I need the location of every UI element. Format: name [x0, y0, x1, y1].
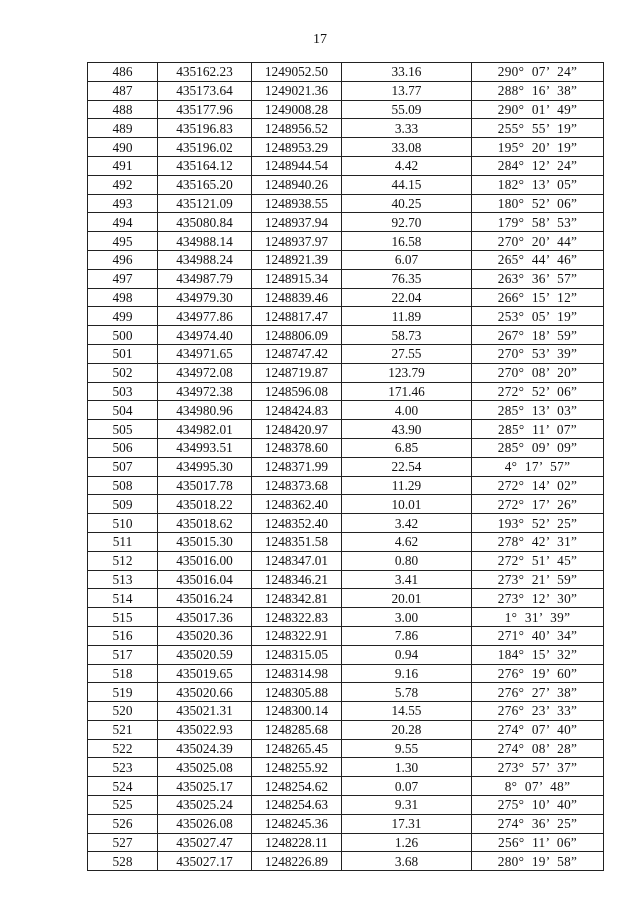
x-coordinate-cell: 435026.08 [158, 814, 252, 833]
distance-cell: 5.78 [342, 683, 472, 702]
x-coordinate-cell: 435196.83 [158, 119, 252, 138]
bearing-cell: 253° 05’ 19” [472, 307, 604, 326]
point-number-cell: 495 [88, 232, 158, 251]
point-number-cell: 504 [88, 401, 158, 420]
distance-cell: 14.55 [342, 702, 472, 721]
distance-cell: 22.54 [342, 457, 472, 476]
x-coordinate-cell: 435080.84 [158, 213, 252, 232]
bearing-cell: 193° 52’ 25” [472, 514, 604, 533]
point-number-cell: 520 [88, 702, 158, 721]
distance-cell: 3.00 [342, 608, 472, 627]
bearing-cell: 4° 17’ 57” [472, 457, 604, 476]
distance-cell: 76.35 [342, 269, 472, 288]
x-coordinate-cell: 434971.65 [158, 344, 252, 363]
point-number-cell: 487 [88, 81, 158, 100]
point-number-cell: 523 [88, 758, 158, 777]
y-coordinate-cell: 1248937.97 [252, 232, 342, 251]
bearing-cell: 273° 21’ 59” [472, 570, 604, 589]
table-row [88, 758, 604, 777]
point-number-cell: 488 [88, 100, 158, 119]
y-coordinate-cell: 1248940.26 [252, 175, 342, 194]
distance-cell: 1.30 [342, 758, 472, 777]
table-row [88, 551, 604, 570]
x-coordinate-cell: 435027.47 [158, 833, 252, 852]
bearing-cell: 278° 42’ 31” [472, 532, 604, 551]
distance-cell: 11.89 [342, 307, 472, 326]
point-number-cell: 500 [88, 326, 158, 345]
x-coordinate-cell: 434979.30 [158, 288, 252, 307]
table-row [88, 156, 604, 175]
x-coordinate-cell: 435162.23 [158, 63, 252, 82]
distance-cell: 3.41 [342, 570, 472, 589]
y-coordinate-cell: 1248596.08 [252, 382, 342, 401]
point-number-cell: 498 [88, 288, 158, 307]
bearing-cell: 276° 19’ 60” [472, 664, 604, 683]
distance-cell: 7.86 [342, 626, 472, 645]
y-coordinate-cell: 1248314.98 [252, 664, 342, 683]
x-coordinate-cell: 435024.39 [158, 739, 252, 758]
table-row [88, 777, 604, 796]
distance-cell: 9.16 [342, 664, 472, 683]
bearing-cell: 267° 18’ 59” [472, 326, 604, 345]
table-row [88, 250, 604, 269]
x-coordinate-cell: 434987.79 [158, 269, 252, 288]
x-coordinate-cell: 434972.08 [158, 363, 252, 382]
table-row [88, 307, 604, 326]
y-coordinate-cell: 1248255.92 [252, 758, 342, 777]
x-coordinate-cell: 435018.62 [158, 514, 252, 533]
bearing-cell: 270° 53’ 39” [472, 344, 604, 363]
x-coordinate-cell: 435025.24 [158, 796, 252, 815]
point-number-cell: 499 [88, 307, 158, 326]
distance-cell: 4.00 [342, 401, 472, 420]
table-row [88, 344, 604, 363]
point-number-cell: 515 [88, 608, 158, 627]
point-number-cell: 503 [88, 382, 158, 401]
bearing-cell: 179° 58’ 53” [472, 213, 604, 232]
point-number-cell: 527 [88, 833, 158, 852]
point-number-cell: 505 [88, 420, 158, 439]
bearing-cell: 290° 01’ 49” [472, 100, 604, 119]
distance-cell: 27.55 [342, 344, 472, 363]
distance-cell: 3.42 [342, 514, 472, 533]
x-coordinate-cell: 435020.66 [158, 683, 252, 702]
y-coordinate-cell: 1248944.54 [252, 156, 342, 175]
table-row [88, 194, 604, 213]
bearing-cell: 1° 31’ 39” [472, 608, 604, 627]
bearing-cell: 265° 44’ 46” [472, 250, 604, 269]
y-coordinate-cell: 1249008.28 [252, 100, 342, 119]
table-row [88, 495, 604, 514]
distance-cell: 6.85 [342, 438, 472, 457]
x-coordinate-cell: 434988.24 [158, 250, 252, 269]
x-coordinate-cell: 435022.93 [158, 720, 252, 739]
distance-cell: 40.25 [342, 194, 472, 213]
x-coordinate-cell: 435165.20 [158, 175, 252, 194]
table-row [88, 796, 604, 815]
y-coordinate-cell: 1248420.97 [252, 420, 342, 439]
x-coordinate-cell: 435018.22 [158, 495, 252, 514]
y-coordinate-cell: 1248719.87 [252, 363, 342, 382]
distance-cell: 4.62 [342, 532, 472, 551]
distance-cell: 10.01 [342, 495, 472, 514]
y-coordinate-cell: 1248371.99 [252, 457, 342, 476]
table-row [88, 814, 604, 833]
table-body [88, 63, 604, 871]
table-row [88, 645, 604, 664]
table-row [88, 81, 604, 100]
distance-cell: 1.26 [342, 833, 472, 852]
y-coordinate-cell: 1249021.36 [252, 81, 342, 100]
y-coordinate-cell: 1248245.36 [252, 814, 342, 833]
table-row [88, 401, 604, 420]
point-number-cell: 510 [88, 514, 158, 533]
x-coordinate-cell: 434972.38 [158, 382, 252, 401]
bearing-cell: 184° 15’ 32” [472, 645, 604, 664]
distance-cell: 58.73 [342, 326, 472, 345]
bearing-cell: 263° 36’ 57” [472, 269, 604, 288]
y-coordinate-cell: 1248747.42 [252, 344, 342, 363]
bearing-cell: 285° 13’ 03” [472, 401, 604, 420]
y-coordinate-cell: 1248305.88 [252, 683, 342, 702]
bearing-cell: 284° 12’ 24” [472, 156, 604, 175]
x-coordinate-cell: 435021.31 [158, 702, 252, 721]
point-number-cell: 492 [88, 175, 158, 194]
x-coordinate-cell: 435173.64 [158, 81, 252, 100]
point-number-cell: 507 [88, 457, 158, 476]
point-number-cell: 490 [88, 138, 158, 157]
point-number-cell: 516 [88, 626, 158, 645]
x-coordinate-cell: 435020.59 [158, 645, 252, 664]
point-number-cell: 502 [88, 363, 158, 382]
table-row [88, 720, 604, 739]
y-coordinate-cell: 1248315.05 [252, 645, 342, 664]
distance-cell: 33.16 [342, 63, 472, 82]
table-row [88, 269, 604, 288]
distance-cell: 0.80 [342, 551, 472, 570]
table-row [88, 570, 604, 589]
point-number-cell: 528 [88, 852, 158, 871]
point-number-cell: 496 [88, 250, 158, 269]
distance-cell: 3.33 [342, 119, 472, 138]
bearing-cell: 272° 14’ 02” [472, 476, 604, 495]
bearing-cell: 256° 11’ 06” [472, 833, 604, 852]
point-number-cell: 508 [88, 476, 158, 495]
bearing-cell: 276° 27’ 38” [472, 683, 604, 702]
bearing-cell: 266° 15’ 12” [472, 288, 604, 307]
bearing-cell: 280° 19’ 58” [472, 852, 604, 871]
distance-cell: 13.77 [342, 81, 472, 100]
bearing-cell: 274° 07’ 40” [472, 720, 604, 739]
x-coordinate-cell: 435019.65 [158, 664, 252, 683]
point-number-cell: 509 [88, 495, 158, 514]
point-number-cell: 489 [88, 119, 158, 138]
bearing-cell: 272° 17’ 26” [472, 495, 604, 514]
bearing-cell: 255° 55’ 19” [472, 119, 604, 138]
table-row [88, 382, 604, 401]
y-coordinate-cell: 1248921.39 [252, 250, 342, 269]
y-coordinate-cell: 1248322.83 [252, 608, 342, 627]
point-number-cell: 511 [88, 532, 158, 551]
bearing-cell: 274° 08’ 28” [472, 739, 604, 758]
point-number-cell: 526 [88, 814, 158, 833]
bearing-cell: 273° 12’ 30” [472, 589, 604, 608]
y-coordinate-cell: 1248373.68 [252, 476, 342, 495]
x-coordinate-cell: 434974.40 [158, 326, 252, 345]
table-row [88, 438, 604, 457]
x-coordinate-cell: 434995.30 [158, 457, 252, 476]
y-coordinate-cell: 1248378.60 [252, 438, 342, 457]
table-row [88, 63, 604, 82]
bearing-cell: 195° 20’ 19” [472, 138, 604, 157]
table-row [88, 739, 604, 758]
table-row [88, 589, 604, 608]
table-row [88, 213, 604, 232]
table-row [88, 138, 604, 157]
y-coordinate-cell: 1248342.81 [252, 589, 342, 608]
y-coordinate-cell: 1248937.94 [252, 213, 342, 232]
y-coordinate-cell: 1248953.29 [252, 138, 342, 157]
coordinates-table [87, 62, 604, 871]
bearing-cell: 8° 07’ 48” [472, 777, 604, 796]
table-row [88, 852, 604, 871]
y-coordinate-cell: 1248254.63 [252, 796, 342, 815]
x-coordinate-cell: 434980.96 [158, 401, 252, 420]
point-number-cell: 491 [88, 156, 158, 175]
table-row [88, 514, 604, 533]
point-number-cell: 493 [88, 194, 158, 213]
distance-cell: 9.55 [342, 739, 472, 758]
table-row [88, 833, 604, 852]
y-coordinate-cell: 1248300.14 [252, 702, 342, 721]
y-coordinate-cell: 1248265.45 [252, 739, 342, 758]
table-row [88, 363, 604, 382]
distance-cell: 43.90 [342, 420, 472, 439]
x-coordinate-cell: 435016.24 [158, 589, 252, 608]
bearing-cell: 271° 40’ 34” [472, 626, 604, 645]
bearing-cell: 274° 36’ 25” [472, 814, 604, 833]
table-row [88, 326, 604, 345]
y-coordinate-cell: 1248424.83 [252, 401, 342, 420]
point-number-cell: 512 [88, 551, 158, 570]
table-row [88, 532, 604, 551]
y-coordinate-cell: 1248806.09 [252, 326, 342, 345]
y-coordinate-cell: 1248351.58 [252, 532, 342, 551]
bearing-cell: 273° 57’ 37” [472, 758, 604, 777]
point-number-cell: 513 [88, 570, 158, 589]
distance-cell: 9.31 [342, 796, 472, 815]
x-coordinate-cell: 435121.09 [158, 194, 252, 213]
point-number-cell: 517 [88, 645, 158, 664]
point-number-cell: 525 [88, 796, 158, 815]
bearing-cell: 270° 08’ 20” [472, 363, 604, 382]
x-coordinate-cell: 435020.36 [158, 626, 252, 645]
distance-cell: 0.94 [342, 645, 472, 664]
point-number-cell: 497 [88, 269, 158, 288]
bearing-cell: 288° 16’ 38” [472, 81, 604, 100]
bearing-cell: 270° 20’ 44” [472, 232, 604, 251]
distance-cell: 16.58 [342, 232, 472, 251]
distance-cell: 22.04 [342, 288, 472, 307]
point-number-cell: 522 [88, 739, 158, 758]
table-row [88, 702, 604, 721]
distance-cell: 11.29 [342, 476, 472, 495]
table-row [88, 100, 604, 119]
distance-cell: 0.07 [342, 777, 472, 796]
y-coordinate-cell: 1248915.34 [252, 269, 342, 288]
distance-cell: 44.15 [342, 175, 472, 194]
distance-cell: 4.42 [342, 156, 472, 175]
y-coordinate-cell: 1248285.68 [252, 720, 342, 739]
x-coordinate-cell: 435016.00 [158, 551, 252, 570]
y-coordinate-cell: 1248938.55 [252, 194, 342, 213]
x-coordinate-cell: 435025.17 [158, 777, 252, 796]
y-coordinate-cell: 1248254.62 [252, 777, 342, 796]
table-row [88, 119, 604, 138]
y-coordinate-cell: 1248839.46 [252, 288, 342, 307]
x-coordinate-cell: 435015.30 [158, 532, 252, 551]
table-row [88, 608, 604, 627]
x-coordinate-cell: 434993.51 [158, 438, 252, 457]
distance-cell: 20.28 [342, 720, 472, 739]
bearing-cell: 285° 09’ 09” [472, 438, 604, 457]
table-row [88, 664, 604, 683]
distance-cell: 6.07 [342, 250, 472, 269]
x-coordinate-cell: 435025.08 [158, 758, 252, 777]
distance-cell: 33.08 [342, 138, 472, 157]
bearing-cell: 272° 51’ 45” [472, 551, 604, 570]
point-number-cell: 519 [88, 683, 158, 702]
bearing-cell: 290° 07’ 24” [472, 63, 604, 82]
point-number-cell: 514 [88, 589, 158, 608]
x-coordinate-cell: 435196.02 [158, 138, 252, 157]
y-coordinate-cell: 1248352.40 [252, 514, 342, 533]
bearing-cell: 272° 52’ 06” [472, 382, 604, 401]
table-row [88, 420, 604, 439]
y-coordinate-cell: 1248956.52 [252, 119, 342, 138]
table-row [88, 457, 604, 476]
point-number-cell: 494 [88, 213, 158, 232]
x-coordinate-cell: 435027.17 [158, 852, 252, 871]
y-coordinate-cell: 1248226.89 [252, 852, 342, 871]
table-row [88, 288, 604, 307]
distance-cell: 55.09 [342, 100, 472, 119]
x-coordinate-cell: 435177.96 [158, 100, 252, 119]
distance-cell: 17.31 [342, 814, 472, 833]
y-coordinate-cell: 1249052.50 [252, 63, 342, 82]
x-coordinate-cell: 434988.14 [158, 232, 252, 251]
distance-cell: 123.79 [342, 363, 472, 382]
point-number-cell: 506 [88, 438, 158, 457]
point-number-cell: 524 [88, 777, 158, 796]
page-number: 17 [313, 32, 327, 47]
distance-cell: 92.70 [342, 213, 472, 232]
point-number-cell: 521 [88, 720, 158, 739]
point-number-cell: 501 [88, 344, 158, 363]
x-coordinate-cell: 435017.36 [158, 608, 252, 627]
y-coordinate-cell: 1248347.01 [252, 551, 342, 570]
bearing-cell: 180° 52’ 06” [472, 194, 604, 213]
y-coordinate-cell: 1248817.47 [252, 307, 342, 326]
y-coordinate-cell: 1248322.91 [252, 626, 342, 645]
x-coordinate-cell: 435016.04 [158, 570, 252, 589]
table-row [88, 683, 604, 702]
table-row [88, 626, 604, 645]
y-coordinate-cell: 1248346.21 [252, 570, 342, 589]
table-row [88, 175, 604, 194]
distance-cell: 20.01 [342, 589, 472, 608]
x-coordinate-cell: 434982.01 [158, 420, 252, 439]
bearing-cell: 182° 13’ 05” [472, 175, 604, 194]
table-row [88, 476, 604, 495]
y-coordinate-cell: 1248362.40 [252, 495, 342, 514]
x-coordinate-cell: 435017.78 [158, 476, 252, 495]
table-row [88, 232, 604, 251]
bearing-cell: 275° 10’ 40” [472, 796, 604, 815]
point-number-cell: 518 [88, 664, 158, 683]
bearing-cell: 276° 23’ 33” [472, 702, 604, 721]
distance-cell: 171.46 [342, 382, 472, 401]
x-coordinate-cell: 435164.12 [158, 156, 252, 175]
distance-cell: 3.68 [342, 852, 472, 871]
bearing-cell: 285° 11’ 07” [472, 420, 604, 439]
point-number-cell: 486 [88, 63, 158, 82]
y-coordinate-cell: 1248228.11 [252, 833, 342, 852]
x-coordinate-cell: 434977.86 [158, 307, 252, 326]
